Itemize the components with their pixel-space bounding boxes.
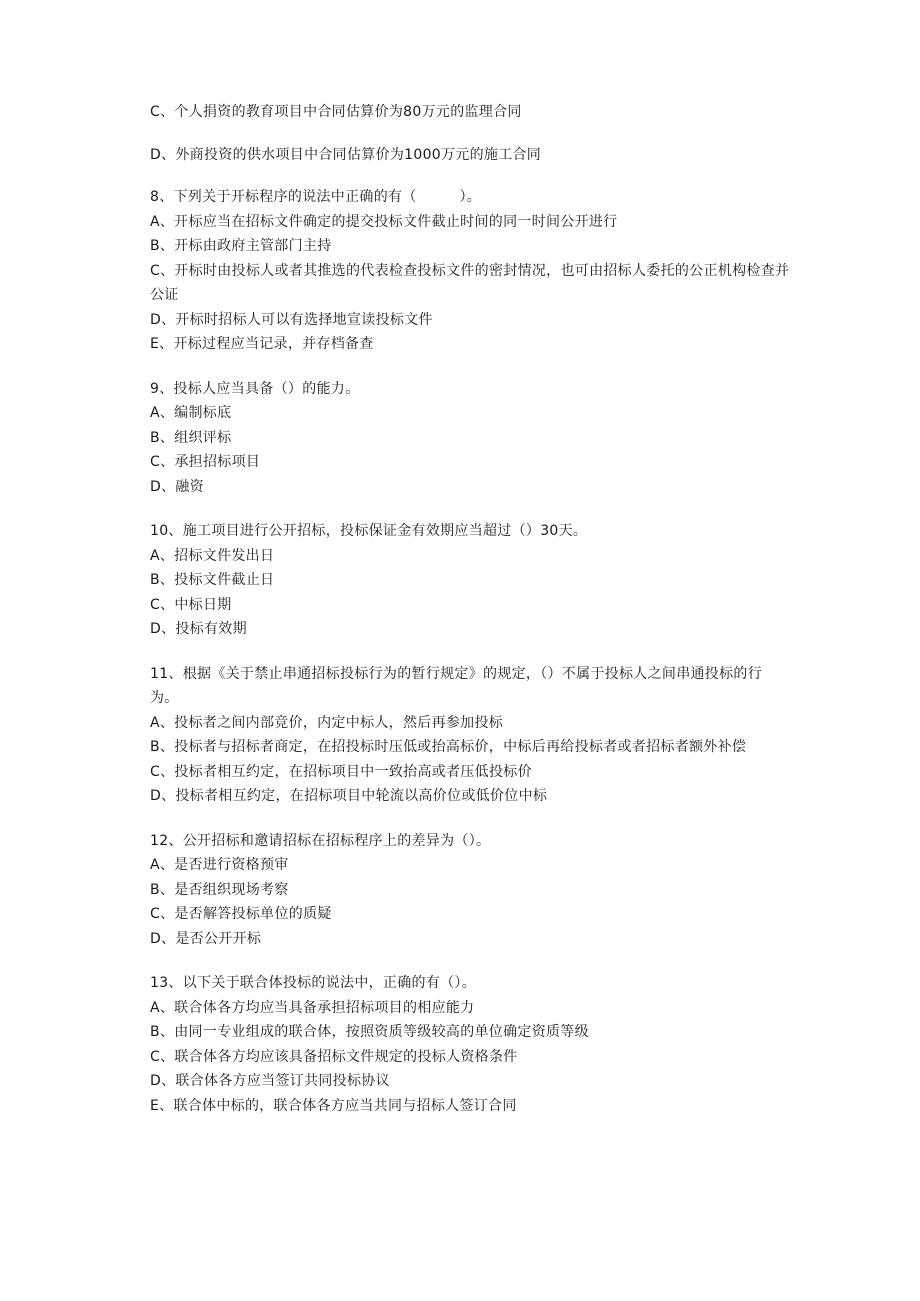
answer-option: A、编制标底	[150, 405, 232, 421]
answer-option: D、融资	[150, 478, 204, 495]
answer-option: B、投标文件截止日	[150, 572, 275, 588]
question-9	[150, 377, 790, 500]
answer-option: D、联合体各方应当签订共同投标协议	[150, 1073, 390, 1089]
answer-option: A、联合体各方均应当具备承担招标项目的相应能力	[150, 999, 475, 1016]
question-stem: 10、施工项目进行公开招标，投标保证金有效期应当超过（）30天。	[150, 523, 588, 539]
answer-option: D、投标者相互约定，在招标项目中轮流以高价位或低价位中标	[150, 788, 548, 804]
question-11	[150, 662, 790, 809]
answer-option: D、是否公开开标	[150, 930, 262, 947]
answer-option: C、投标者相互约定，在招标项目中一致抬高或者压低投标价	[150, 763, 532, 780]
answer-option: B、投标者与招标者商定，在招投标时压低或抬高标价，中标后再给投标者或者招标者额外补偿	[150, 739, 747, 755]
answer-option: B、由同一专业组成的联合体，按照资质等级较高的单位确定资质等级	[150, 1024, 589, 1040]
answer-option: A、投标者之间内部竞价，内定中标人，然后再参加投标	[150, 714, 504, 731]
answer-option: B、是否组织现场考察	[150, 881, 289, 898]
leading-option-d: D、外商投资的供水项目中合同估算价为1000万元的施工合同	[150, 146, 542, 163]
question-stem: 12、公开招标和邀请招标在招标程序上的差异为（）。	[150, 832, 491, 849]
answer-option: C、中标日期	[150, 596, 232, 613]
answer-option: C、承担招标项目	[150, 454, 261, 470]
question-13	[150, 971, 790, 1118]
answer-option: C、联合体各方均应该具备招标文件规定的投标人资格条件	[150, 1048, 518, 1065]
leading-option-c: C、个人捐资的教育项目中合同估算价为80万元的监理合同	[150, 104, 522, 120]
answer-option: B、开标由政府主管部门主持	[150, 238, 332, 254]
answer-option: A、开标应当在招标文件确定的提交投标文件截止时间的同一时间公开进行	[150, 213, 618, 230]
answer-option: A、是否进行资格预审	[150, 857, 289, 873]
question-10	[150, 519, 790, 642]
answer-option: A、招标文件发出日	[150, 547, 275, 564]
question-stem: 8、下列关于开标程序的说法中正确的有（ ）。	[150, 189, 482, 205]
question-stem: 9、投标人应当具备（）的能力。	[150, 380, 360, 397]
answer-option: C、开标时由投标人或者其推选的代表检查投标文件的密封情况，也可由招标人委托的公正机构检查并公证	[150, 262, 790, 303]
answer-option: D、开标时招标人可以有选择地宣读投标文件	[150, 311, 433, 328]
question-stem: 13、以下关于联合体投标的说法中，正确的有（）。	[150, 975, 477, 991]
answer-option: B、组织评标	[150, 429, 232, 446]
question-stem: 11、根据《关于禁止串通招标投标行为的暂行规定》的规定，（）不属于投标人之间串通投标的行为。	[150, 665, 763, 706]
question-12	[150, 829, 790, 952]
answer-option: E、开标过程应当记录，并存档备查	[150, 336, 374, 352]
answer-option: D、投标有效期	[150, 621, 247, 637]
question-8	[150, 185, 790, 357]
answer-option: E、联合体中标的，联合体各方应当共同与招标人签订合同	[150, 1097, 517, 1114]
answer-option: C、是否解答投标单位的质疑	[150, 906, 332, 922]
